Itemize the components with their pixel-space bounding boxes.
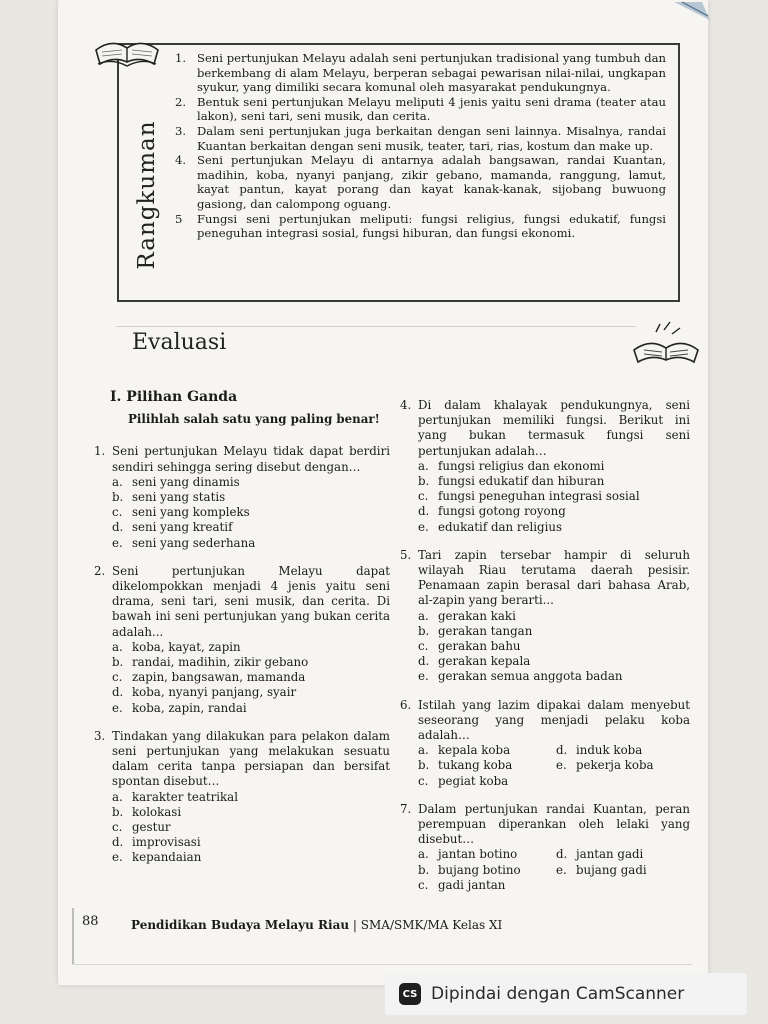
open-book-icon	[92, 30, 162, 72]
answer-option[interactable]: d. jantan gadi	[556, 847, 644, 862]
footer-divider	[72, 964, 692, 965]
summary-item: 1. Seni pertunjukan Melayu adalah seni pertunjukan tradisional yang tumbuh dan berkembang di alam Melayu, berperan sebagai pewarisan nilai-nilai, ungkapan syukur, yang dimiliki secara komunal oleh masyarakat pendukungnya.	[175, 51, 666, 95]
answer-option[interactable]: e. bujang gadi	[556, 862, 647, 877]
answer-option[interactable]: a. fungsi religius dan ekonomi	[418, 458, 605, 473]
answer-option[interactable]: d. improvisasi	[112, 835, 201, 850]
answer-option[interactable]: b. fungsi edukatif dan hiburan	[418, 474, 605, 489]
answer-option[interactable]: a. koba, kayat, zapin	[112, 639, 241, 654]
question-7	[400, 802, 690, 893]
camscanner-watermark	[385, 973, 747, 1015]
question-stem: 6. Istilah yang lazim dipakai dalam menyebut seseorang yang menjadi pelaku koba adalah…	[400, 697, 690, 743]
answer-option[interactable]: b. tukang koba	[418, 758, 513, 773]
section-title: I. Pilihan Ganda	[110, 389, 238, 405]
book-title: Pendidikan Budaya Melayu Riau	[131, 918, 350, 932]
answer-option[interactable]: b. bujang botino	[418, 862, 521, 877]
answer-options	[94, 640, 390, 716]
answer-options	[400, 847, 690, 893]
summary-label: Rangkuman	[134, 120, 160, 270]
answer-option[interactable]: c. gerakan bahu	[418, 639, 521, 654]
camscanner-logo-icon: CS	[399, 983, 421, 1005]
question-stem: 1. Seni pertunjukan Melayu tidak dapat berdiri sendiri sehingga sering disebut dengan…	[94, 444, 390, 474]
question-4	[400, 398, 690, 535]
summary-item: 3. Dalam seni pertunjukan juga berkaitan dengan seni lainnya. Misalnya, randai Kuantan berkaitan dengan seni musik, teater, tari, rias, kostum dan make up.	[175, 123, 666, 153]
answer-option[interactable]: b. seni yang statis	[112, 490, 226, 505]
question-stem: 2. Seni pertunjukan Melayu dapat dikelompokkan menjadi 4 jenis yaitu seni drama, seni tari, seni musik, dan cerita. Di bawah ini seni pertunjukan yang bukan cerita adalah...	[94, 563, 390, 639]
page-number: 88	[82, 914, 99, 929]
answer-option[interactable]: e. seni yang sederhana	[112, 535, 256, 550]
answer-options	[94, 790, 390, 866]
answer-option[interactable]: a. gerakan kaki	[418, 608, 516, 623]
answer-options	[94, 475, 390, 551]
summary-box	[117, 43, 680, 302]
answer-option[interactable]: c. gestur	[112, 820, 171, 835]
open-book-icon	[630, 320, 702, 366]
class-info: SMA/SMK/MA Kelas XI	[360, 918, 503, 932]
answer-options	[400, 609, 690, 685]
questions-left-column	[94, 390, 390, 879]
answer-option[interactable]: a. seni yang dinamis	[112, 474, 240, 489]
answer-option[interactable]: c. zapin, bangsawan, mamanda	[112, 670, 306, 685]
footer-vertical-rule	[72, 908, 74, 964]
answer-option[interactable]: a. kepala koba	[418, 743, 511, 758]
question-1	[94, 444, 390, 550]
summary-sidebar	[119, 45, 175, 300]
answer-option[interactable]: d. koba, nyanyi panjang, syair	[112, 685, 297, 700]
summary-list	[175, 51, 666, 241]
question-stem: 5. Tari zapin tersebar hampir di seluruh wilayah Riau terutama daerah pesisir. Penamaan zapin berasal dari bahasa Arab, al-zapin yang berarti...	[400, 547, 690, 608]
answer-option[interactable]: e. koba, zapin, randai	[112, 700, 247, 715]
question-stem: 4. Di dalam khalayak pendukungnya, seni pertunjukan memiliki fungsi. Berikut ini yang bukan termasuk fungsi seni pertunjukan adalah…	[400, 398, 690, 458]
watermark-text: Dipindai dengan CamScanner	[431, 984, 685, 1004]
question-6	[400, 698, 690, 789]
answer-option[interactable]: e. pekerja koba	[556, 758, 654, 773]
questions-right-column	[400, 398, 690, 906]
question-3	[94, 729, 390, 866]
answer-option[interactable]: e. gerakan semua anggota badan	[418, 669, 623, 684]
answer-option[interactable]: d. fungsi gotong royong	[418, 504, 566, 519]
answer-option[interactable]: d. gerakan kepala	[418, 654, 531, 669]
answer-option[interactable]: e. kepandaian	[112, 850, 202, 865]
summary-item: 5 Fungsi seni pertunjukan meliputi: fungsi religius, fungsi edukatif, fungsi peneguhan integrasi sosial, fungsi hiburan, dan fungsi ekonomi.	[175, 211, 666, 241]
answer-option[interactable]: c. gadi jantan	[418, 877, 506, 892]
summary-item: 4. Seni pertunjukan Melayu di antarnya adalah bangsawan, randai Kuantan, madihin, koba, nyanyi panjang, zikir gebano, mamanda, ranggung, lamut, kayat pantun, kayat porang dan kayat kanak-kanak, sijobang buwuong gasiong, dan calompong oguang.	[175, 153, 666, 211]
answer-option[interactable]: b. kolokasi	[112, 804, 182, 819]
summary-item: 2. Bentuk seni pertunjukan Melayu meliputi 4 jenis yaitu seni drama (teater atau lakon), seni tari, seni musik, dan cerita.	[175, 94, 666, 124]
evaluation-divider	[116, 326, 636, 327]
answer-option[interactable]: c. fungsi peneguhan integrasi sosial	[418, 489, 640, 504]
answer-option[interactable]: a. jantan botino	[418, 847, 518, 862]
answer-option[interactable]: d. induk koba	[556, 743, 643, 758]
answer-option[interactable]: a. karakter teatrikal	[112, 789, 238, 804]
answer-options	[400, 459, 690, 535]
page-corner-decoration	[672, 0, 712, 22]
answer-option[interactable]: c. seni yang kompleks	[112, 505, 250, 520]
answer-option[interactable]: b. gerakan tangan	[418, 623, 533, 638]
question-stem: 7. Dalam pertunjukan randai Kuantan, peran perempuan diperankan oleh lelaki yang disebut…	[400, 801, 690, 847]
question-2	[94, 564, 390, 716]
answer-options	[400, 743, 690, 789]
footer-book-info	[131, 918, 502, 932]
answer-option[interactable]: b. randai, madihin, zikir gebano	[112, 655, 309, 670]
question-stem: 3. Tindakan yang dilakukan para pelakon dalam seni pertunjukan yang melakukan sesuatu dalam cerita tanpa persiapan dan bersifat spontan disebut…	[94, 728, 390, 789]
answer-option[interactable]: c. pegiat koba	[418, 773, 509, 788]
evaluation-title: Evaluasi	[132, 330, 227, 355]
section-instruction: Pilihlah salah satu yang paling benar!	[128, 412, 380, 427]
answer-option[interactable]: e. edukatif dan religius	[418, 519, 563, 534]
footer-separator: |	[352, 918, 357, 932]
question-5	[400, 548, 690, 685]
answer-option[interactable]: d. seni yang kreatif	[112, 520, 233, 535]
